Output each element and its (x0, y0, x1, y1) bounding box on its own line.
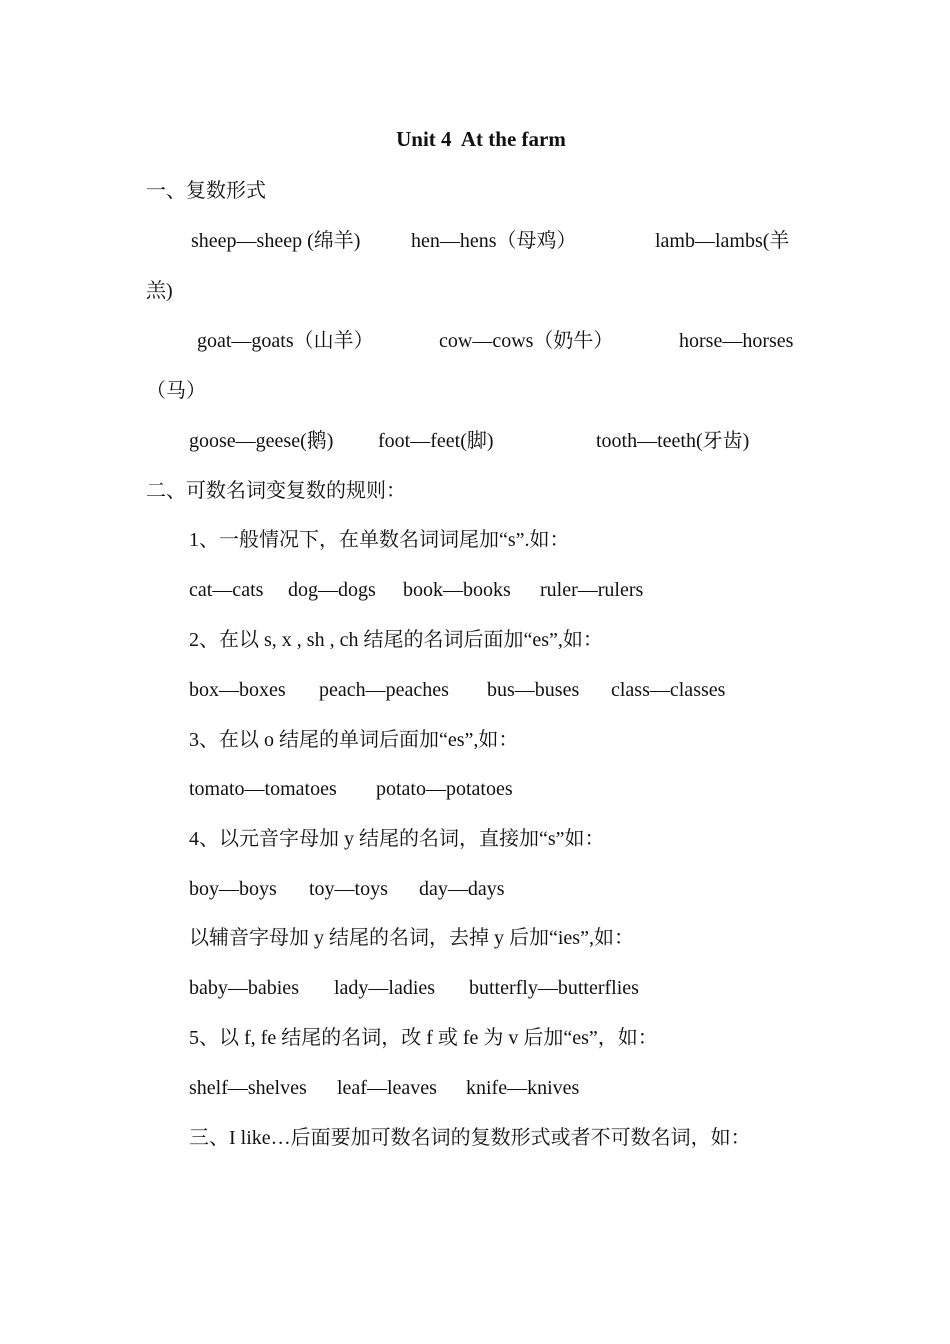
plural-pair: cow—cows（奶牛） (439, 330, 614, 352)
plural-row-2-wrap: （马） (146, 380, 206, 402)
example-pair: day—days (419, 878, 505, 900)
example-pair: lady—ladies (334, 977, 436, 999)
example-pair: bus—buses (487, 679, 580, 701)
example-pair: dog—dogs (288, 579, 376, 601)
example-pair: baby—babies (189, 977, 299, 999)
plural-pair: goose—geese(鹅) (189, 430, 334, 452)
example-pair: toy—toys (309, 878, 388, 900)
plural-pair: sheep—sheep (绵羊) (191, 230, 361, 252)
section1-heading: 一、复数形式 (146, 180, 266, 202)
section2-heading: 二、可数名词变复数的规则： (146, 480, 406, 502)
example-pair: leaf—leaves (337, 1077, 437, 1099)
plural-pair: lamb—lambs(羊 (655, 230, 790, 252)
rule-4: 4、以元音字母加 y 结尾的名词，直接加“s”如： (189, 828, 605, 850)
example-pair: ruler—rulers (540, 579, 644, 601)
plural-row-1-wrap: 羔) (146, 280, 173, 302)
section3-heading: 三、I like…后面要加可数名词的复数形式或者不可数名词，如： (189, 1127, 751, 1149)
example-pair: peach—peaches (319, 679, 449, 701)
plural-pair: hen—hens（母鸡） (411, 230, 577, 252)
example-pair: cat—cats (189, 579, 264, 601)
example-pair: boy—boys (189, 878, 277, 900)
example-pair: shelf—shelves (189, 1077, 307, 1099)
rule-5: 5、以 f, fe 结尾的名词，改 f 或 fe 为 v 后加“es”，如： (189, 1027, 658, 1049)
plural-pair: horse—horses (679, 330, 794, 352)
example-pair: potato—potatoes (376, 778, 513, 800)
plural-pair: tooth—teeth(牙齿) (596, 430, 750, 452)
example-pair: tomato—tomatoes (189, 778, 337, 800)
plural-pair: goat—goats（山羊） (197, 330, 374, 352)
example-pair: knife—knives (466, 1077, 580, 1099)
plural-pair: foot—feet(脚) (378, 430, 494, 452)
example-pair: butterfly—butterflies (469, 977, 639, 999)
example-pair: class—classes (611, 679, 726, 701)
rule-3: 3、在以 o 结尾的单词后面加“es”,如： (189, 729, 519, 751)
example-pair: box—boxes (189, 679, 286, 701)
page-title: Unit 4 At the farm (396, 127, 566, 151)
rule-2: 2、在以 s, x , sh , ch 结尾的名词后面加“es”,如： (189, 629, 603, 651)
rule-1: 1、一般情况下，在单数名词词尾加“s”.如： (189, 529, 570, 551)
example-pair: book—books (403, 579, 511, 601)
rule-4b: 以辅音字母加 y 结尾的名词，去掉 y 后加“ies”,如： (189, 927, 634, 949)
